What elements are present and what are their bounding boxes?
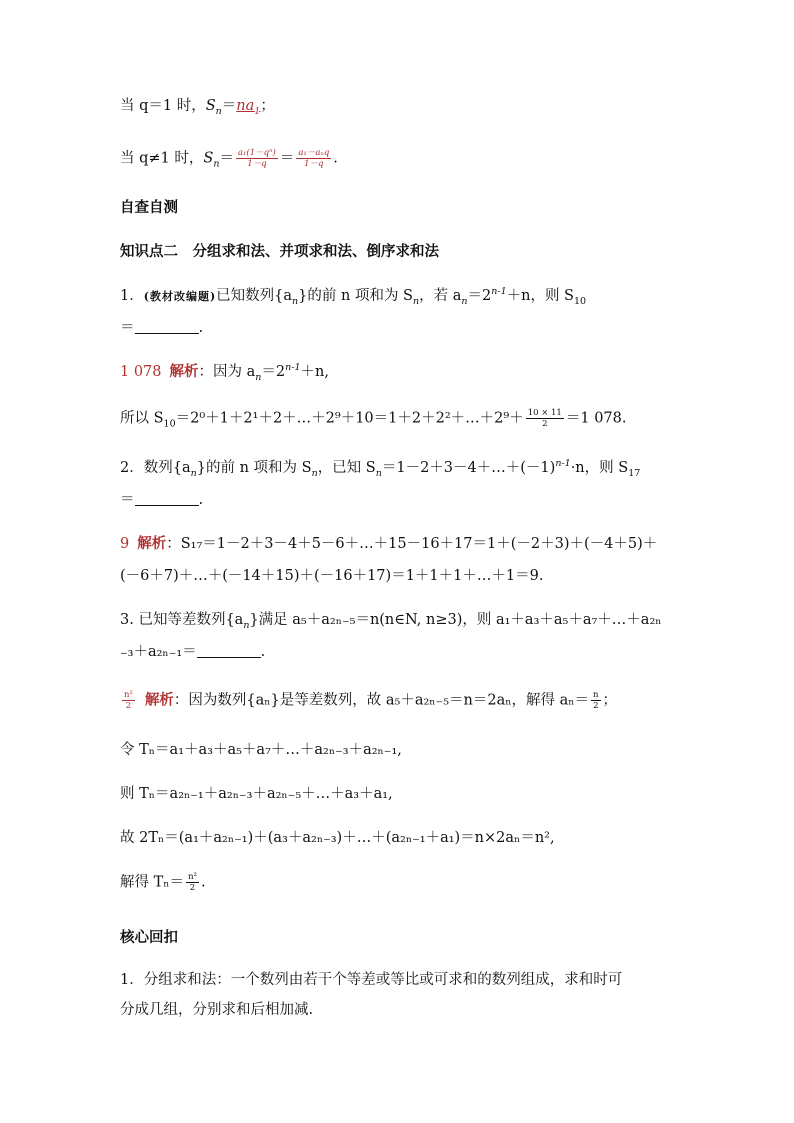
answer-blank [135, 491, 199, 506]
heading-core-review: 核心回扣 [120, 930, 178, 946]
solution-3-line-5: 解得 Tₙ＝ $\frac{\text{n²}}{2}$ . [120, 872, 206, 893]
problem-tag: (教材改编题) [143, 290, 217, 303]
formula-q-equals-1: 当 q＝1 时，$S_n=na_1$； [120, 98, 275, 117]
answer-na1: $na_1$ [236, 98, 261, 117]
solution-3-line-4: 故 2Tₙ＝(a₁＋a₂ₙ₋₁)＋(a₃＋a₂ₙ₋₃)＋…＋(a₂ₙ₋₁＋a₁)＝n×2aₙ＝n², [120, 830, 555, 846]
an-fraction: $\frac{n}{2}$ [593, 690, 599, 711]
solution-3-line-1: $\frac{\text{n²}}{2}$ 解析：因为数列{aₙ}是等差数列，故 a₅＋a₂ₙ₋₅＝n＝2aₙ，解得 aₙ＝ $\frac{n}{2}$ ； [124, 690, 618, 711]
problem-2-line-2: ＝ . [120, 492, 204, 508]
solution-1-line-1: 1 078 解析：因为 $a_n=2^{n-1}+n$, [120, 362, 329, 383]
formula-q-not-1: 当 q≠1 时，$S_n=$ $\frac{\text{a₁(1－qⁿ)}}{1-q}$ ＝ $\frac{\text{a₁－aₙq}}{1-q}$ . [120, 148, 338, 170]
problem-2-line-1: 2．数列$\{a_n\}$的前 n 项和为 $S_n$，已知 $S_n=1-2+3-4+\dots+(-1)^{n-1}\cdot n$，则 $S_{17}$ [120, 458, 641, 479]
solution-1-line-2: 所以 $S_{10}=2^0+1+2^1+2+\dots+2^9+10=1+2+2^2+\dots+2^9+$ $\frac{10 \times 11}{2}$ ＝1 078. [120, 408, 627, 430]
solution-3-line-2: 令 Tₙ＝a₁＋a₃＋a₅＋a₇＋…＋a₂ₙ₋₃＋a₂ₙ₋₁, [120, 742, 402, 758]
answer-value: 9 [120, 536, 130, 552]
problem-3-line-2: ₋₃＋a₂ₙ₋₁＝ . [120, 644, 266, 660]
sum-fraction-1: $\frac{\text{a₁(1－qⁿ)}}{1-q}$ [237, 148, 276, 169]
solution-2-line-1: 9 解析：S₁₇＝1－2＋3－4＋5－6＋…＋15－16＋17＝1＋(－2＋3)＋(－4＋5)＋ [120, 535, 658, 552]
answer-value: 1 078 [120, 364, 162, 380]
answer-fraction: $\frac{\text{n²}}{2}$ [124, 690, 133, 711]
solution-3-line-3: 则 Tₙ＝a₂ₙ₋₁＋a₂ₙ₋₃＋a₂ₙ₋₅＋…＋a₃＋a₁, [120, 786, 393, 802]
sum-fraction: $\frac{10 \times 11}{2}$ [527, 408, 562, 429]
problem-1-line-2: ＝ . [120, 320, 204, 336]
solution-2-line-2: (－6＋7)＋…＋(－14＋15)＋(－16＋17)＝1＋1＋1＋…＋1＝9. [120, 568, 544, 584]
problem-1-line-1: 1．(教材改编题)已知数列$\{a_n\}$的前 n 项和为 $S_n$，若 $a_n=2^{n-1}+n$，则 $S_{10}$ [120, 286, 587, 307]
core-item-1-line-2: 分成几组，分别求和后相加减. [120, 1002, 314, 1018]
sum-fraction-2: $\frac{\text{a₁－aₙq}}{1-q}$ [298, 148, 330, 169]
heading-knowledge-point: 知识点二 分组求和法、并项求和法、倒序求和法 [120, 244, 439, 260]
answer-blank [135, 319, 199, 334]
answer-blank [197, 643, 261, 658]
heading-self-test: 自查自测 [120, 200, 178, 216]
problem-3-line-1: 3. 已知等差数列$\{a_n\}$满足 a₅＋a₂ₙ₋₅＝n(n∈N, n≥3)，则 a₁＋a₃＋a₅＋a₇＋…＋a₂ₙ [120, 612, 662, 631]
core-item-1-line-1: 1．分组求和法：一个数列由若干个等差或等比或可求和的数列组成，求和时可 [120, 972, 623, 988]
tn-fraction: $\frac{\text{n²}}{2}$ [188, 872, 197, 893]
